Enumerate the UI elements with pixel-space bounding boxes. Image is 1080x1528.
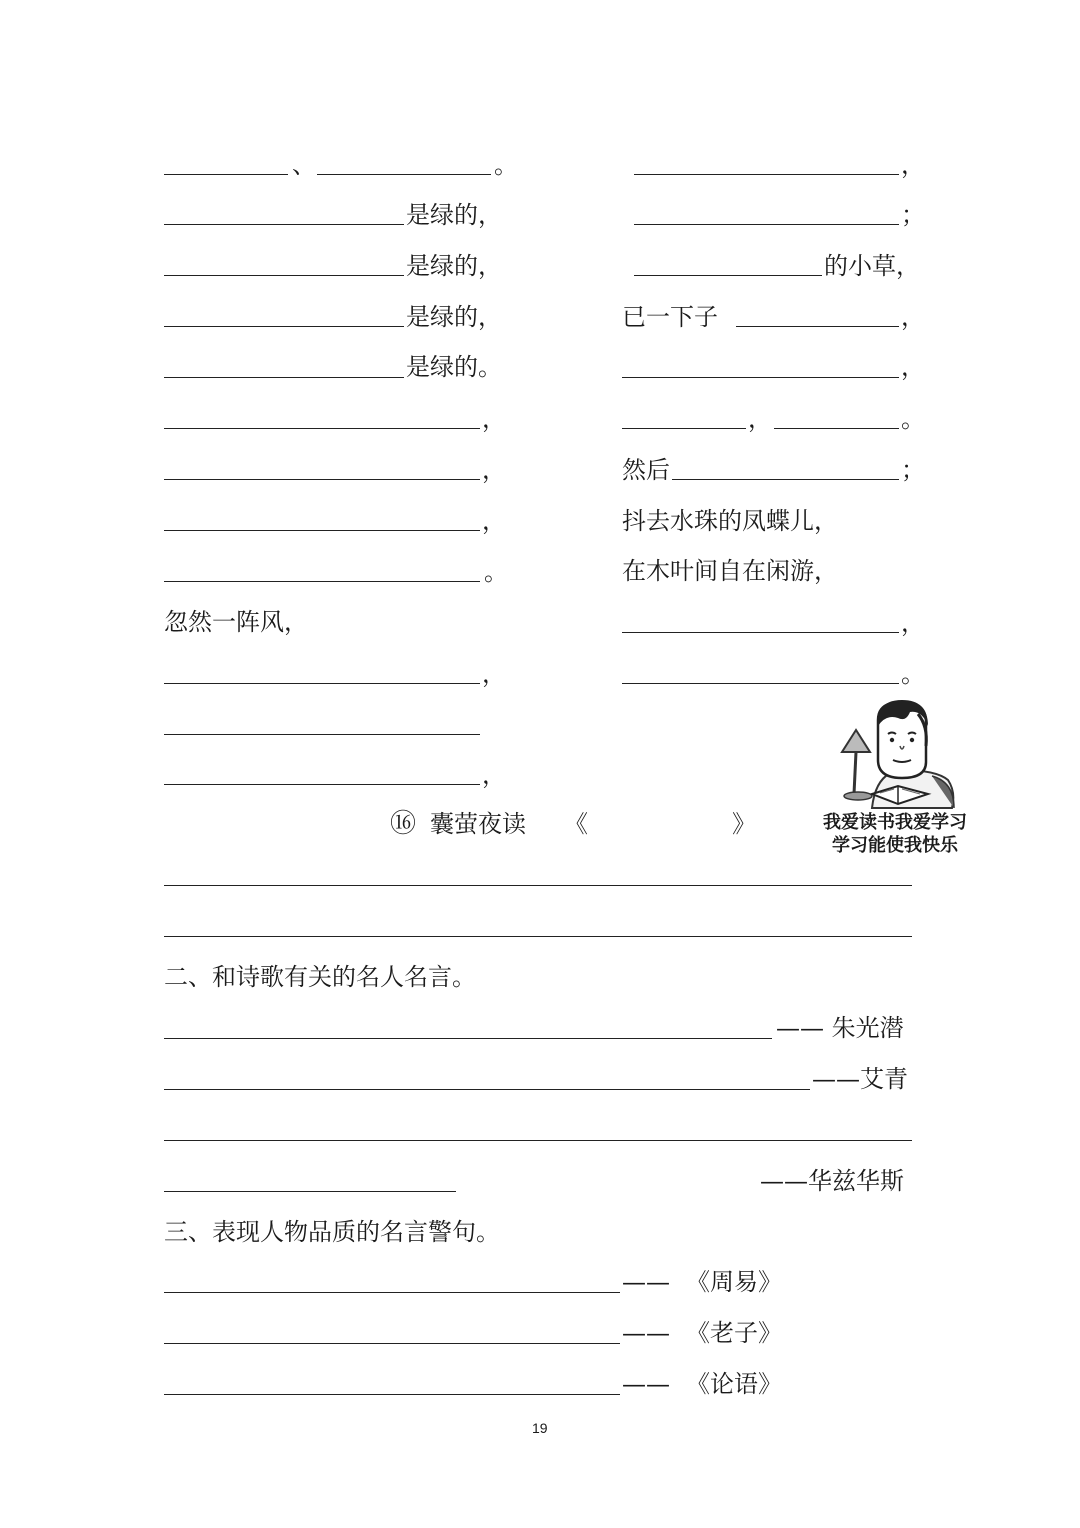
quote-dash: —— bbox=[622, 1319, 670, 1347]
blank[interactable] bbox=[317, 174, 491, 175]
blank[interactable] bbox=[774, 428, 899, 429]
blank[interactable] bbox=[622, 632, 899, 633]
line-text: 是绿的， bbox=[406, 252, 502, 280]
quote-author: ——艾青 bbox=[812, 1065, 908, 1093]
blank[interactable] bbox=[164, 683, 480, 684]
line-text: 的小草， bbox=[824, 252, 920, 280]
quote-dash: —— bbox=[622, 1370, 670, 1398]
line-text: 在木叶间自在闲游， bbox=[622, 557, 838, 585]
blank[interactable] bbox=[164, 936, 912, 937]
blank[interactable] bbox=[164, 174, 288, 175]
blank[interactable] bbox=[164, 1140, 912, 1141]
blank[interactable] bbox=[736, 326, 899, 327]
blank[interactable] bbox=[164, 1089, 810, 1090]
blank[interactable] bbox=[164, 734, 480, 735]
line-text: 是绿的， bbox=[406, 201, 502, 229]
blank[interactable] bbox=[164, 377, 404, 378]
line-text: 忽然一阵风， bbox=[164, 608, 308, 636]
line-text: 已一下子 bbox=[622, 303, 718, 331]
mascot-caption-line1: 我爱读书我爱学习 bbox=[823, 812, 967, 833]
quote-source: 《论语》 bbox=[686, 1370, 782, 1398]
section-heading: 二、和诗歌有关的名人名言。 bbox=[164, 963, 476, 991]
blank[interactable] bbox=[672, 479, 899, 480]
poem-close-quote: 》 bbox=[732, 810, 756, 838]
comma: ， bbox=[482, 761, 506, 789]
quote-source: 《老子》 bbox=[686, 1319, 782, 1347]
semicolon: ； bbox=[901, 456, 925, 484]
poem-title: 囊萤夜读 bbox=[430, 810, 526, 838]
blank[interactable] bbox=[164, 275, 404, 276]
blank[interactable] bbox=[164, 428, 480, 429]
comma: ， bbox=[901, 609, 925, 637]
mascot-caption-line2: 学习能使我快乐 bbox=[832, 835, 958, 856]
page-number: 19 bbox=[532, 1420, 548, 1436]
comma: ， bbox=[748, 405, 772, 433]
period: 。 bbox=[901, 660, 925, 688]
period: 。 bbox=[494, 151, 518, 179]
poem-open-quote: 《 bbox=[564, 810, 588, 838]
period: 。 bbox=[484, 558, 508, 586]
blank[interactable] bbox=[164, 224, 404, 225]
blank[interactable] bbox=[164, 1394, 620, 1395]
section-heading: 三、表现人物品质的名言警句。 bbox=[164, 1218, 500, 1246]
blank[interactable] bbox=[634, 224, 899, 225]
comma: ， bbox=[901, 303, 925, 331]
line-text: 是绿的， bbox=[406, 303, 502, 331]
line-text: 是绿的。 bbox=[406, 353, 502, 381]
comma: ， bbox=[901, 353, 925, 381]
mascot-reading-icon bbox=[836, 696, 966, 812]
blank[interactable] bbox=[634, 275, 822, 276]
semicolon: ； bbox=[901, 201, 925, 229]
blank[interactable] bbox=[164, 1191, 456, 1192]
blank[interactable] bbox=[622, 428, 746, 429]
period: 。 bbox=[901, 405, 925, 433]
comma: ， bbox=[901, 151, 925, 179]
poem-number: ⑯ bbox=[390, 809, 417, 839]
blank[interactable] bbox=[164, 326, 404, 327]
blank[interactable] bbox=[164, 885, 912, 886]
blank[interactable] bbox=[164, 581, 480, 582]
line-text: 然后 bbox=[622, 456, 670, 484]
comma: ， bbox=[482, 660, 506, 688]
enumeration-comma: 、 bbox=[292, 151, 316, 179]
blank[interactable] bbox=[164, 784, 480, 785]
blank[interactable] bbox=[622, 683, 899, 684]
quote-dash: —— bbox=[622, 1268, 670, 1296]
line-text: 抖去水珠的凤蝶儿， bbox=[622, 507, 838, 535]
quote-author: —— 朱光潜 bbox=[776, 1014, 904, 1042]
blank[interactable] bbox=[164, 1038, 772, 1039]
comma: ， bbox=[482, 405, 506, 433]
blank[interactable] bbox=[634, 174, 899, 175]
blank[interactable] bbox=[164, 1292, 620, 1293]
blank[interactable] bbox=[164, 479, 480, 480]
quote-source: 《周易》 bbox=[686, 1268, 782, 1296]
blank[interactable] bbox=[622, 377, 899, 378]
quote-author: ——华兹华斯 bbox=[760, 1167, 904, 1195]
blank[interactable] bbox=[164, 530, 480, 531]
blank[interactable] bbox=[164, 1343, 620, 1344]
comma: ， bbox=[482, 507, 506, 535]
comma: ， bbox=[482, 456, 506, 484]
